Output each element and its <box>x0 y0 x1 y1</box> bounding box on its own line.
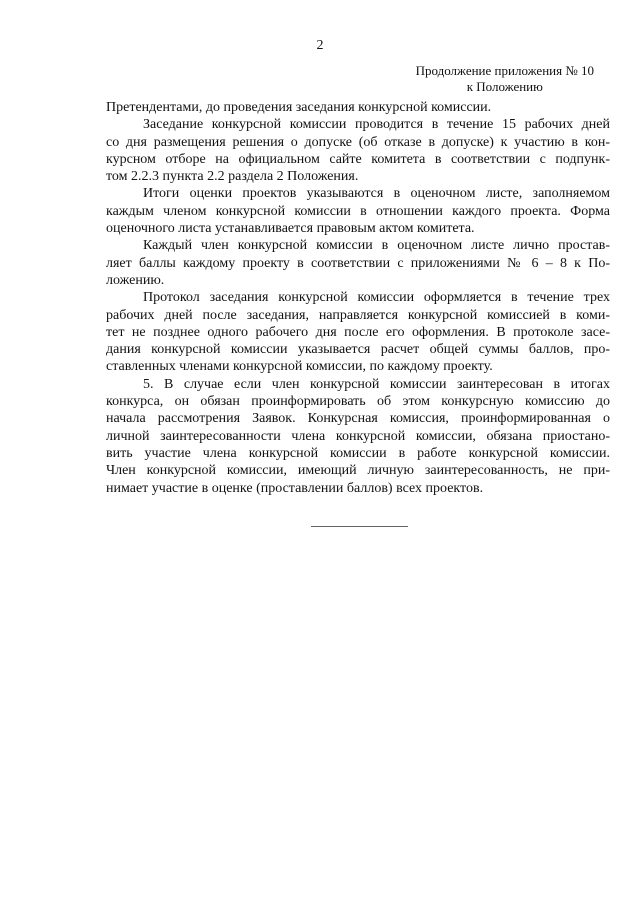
text-line: начала рассмотрения Заявок. Конкурсная комиссия, проинформированная о <box>106 411 610 427</box>
paragraph <box>106 289 610 375</box>
page-number: 2 <box>316 38 324 53</box>
text-line: дания конкурсной комиссии указывается расчет общей суммы баллов, про- <box>106 342 610 358</box>
text-line: Каждый член конкурсной комиссии в оценочном листе лично простав- <box>143 238 610 254</box>
text-line: Претендентами, до проведения заседания конкурсной комиссии. <box>106 100 492 115</box>
paragraph <box>106 99 610 116</box>
text-line: оценочного листа устанавливается правовым актом комитета. <box>106 221 475 237</box>
text-line: Заседание конкурсной комиссии проводится в течение 15 рабочих дней <box>143 117 610 133</box>
annex-line-2: к Положению <box>466 79 543 94</box>
text-line: каждым членом конкурсной комиссии в отношении каждого проекта. Форма <box>106 203 610 219</box>
text-line: ляет баллы каждому проекту в соответствии с приложениями № 6 – 8 к По- <box>106 255 610 271</box>
paragraph <box>106 116 610 185</box>
text-line: ставленных членами конкурсной комиссии, по каждому проекту. <box>106 359 493 375</box>
text-line: рабочих дней после заседания, направляется конкурсной комиссией в коми- <box>106 307 610 323</box>
paragraph <box>106 185 610 237</box>
paragraph <box>106 376 610 497</box>
text-line: Итоги оценки проектов указываются в оценочном листе, заполняемом <box>143 186 610 202</box>
text-line: нимает участие в оценке (проставлении баллов) всех проектов. <box>106 480 484 496</box>
document-body <box>106 99 610 497</box>
text-line: конкурса, он обязан проинформировать об этом конкурсную комиссию до <box>106 394 610 410</box>
text-line: том 2.2.3 пункта 2.2 раздела 2 Положения. <box>106 169 359 185</box>
end-separator <box>311 526 408 527</box>
text-line: Член конкурсной комиссии, имеющий личную заинтересованность, не при- <box>106 463 610 479</box>
text-line: ложению. <box>106 272 165 288</box>
text-line: курсном отборе на официальном сайте комитета в соответствии с подпунк- <box>106 151 610 167</box>
paragraph <box>106 237 610 289</box>
annex-header <box>416 63 594 95</box>
text-line: тет не позднее одного рабочего дня после его оформления. В протоколе засе- <box>106 324 610 340</box>
text-line: 5. В случае если член конкурсной комиссии заинтересован в итогах <box>143 376 610 392</box>
text-line: Протокол заседания конкурсной комиссии оформляется в течение трех <box>143 290 610 306</box>
text-line: вить участие члена конкурсной комиссии в работе конкурсной комиссии. <box>106 445 610 461</box>
annex-line-1: Продолжение приложения № 10 <box>415 63 594 78</box>
text-line: со дня размещения решения о допуске (об отказе в допуске) к участию в кон- <box>106 134 610 150</box>
text-line: личной заинтересованности члена конкурсной комиссии, обязана приостано- <box>106 428 610 444</box>
